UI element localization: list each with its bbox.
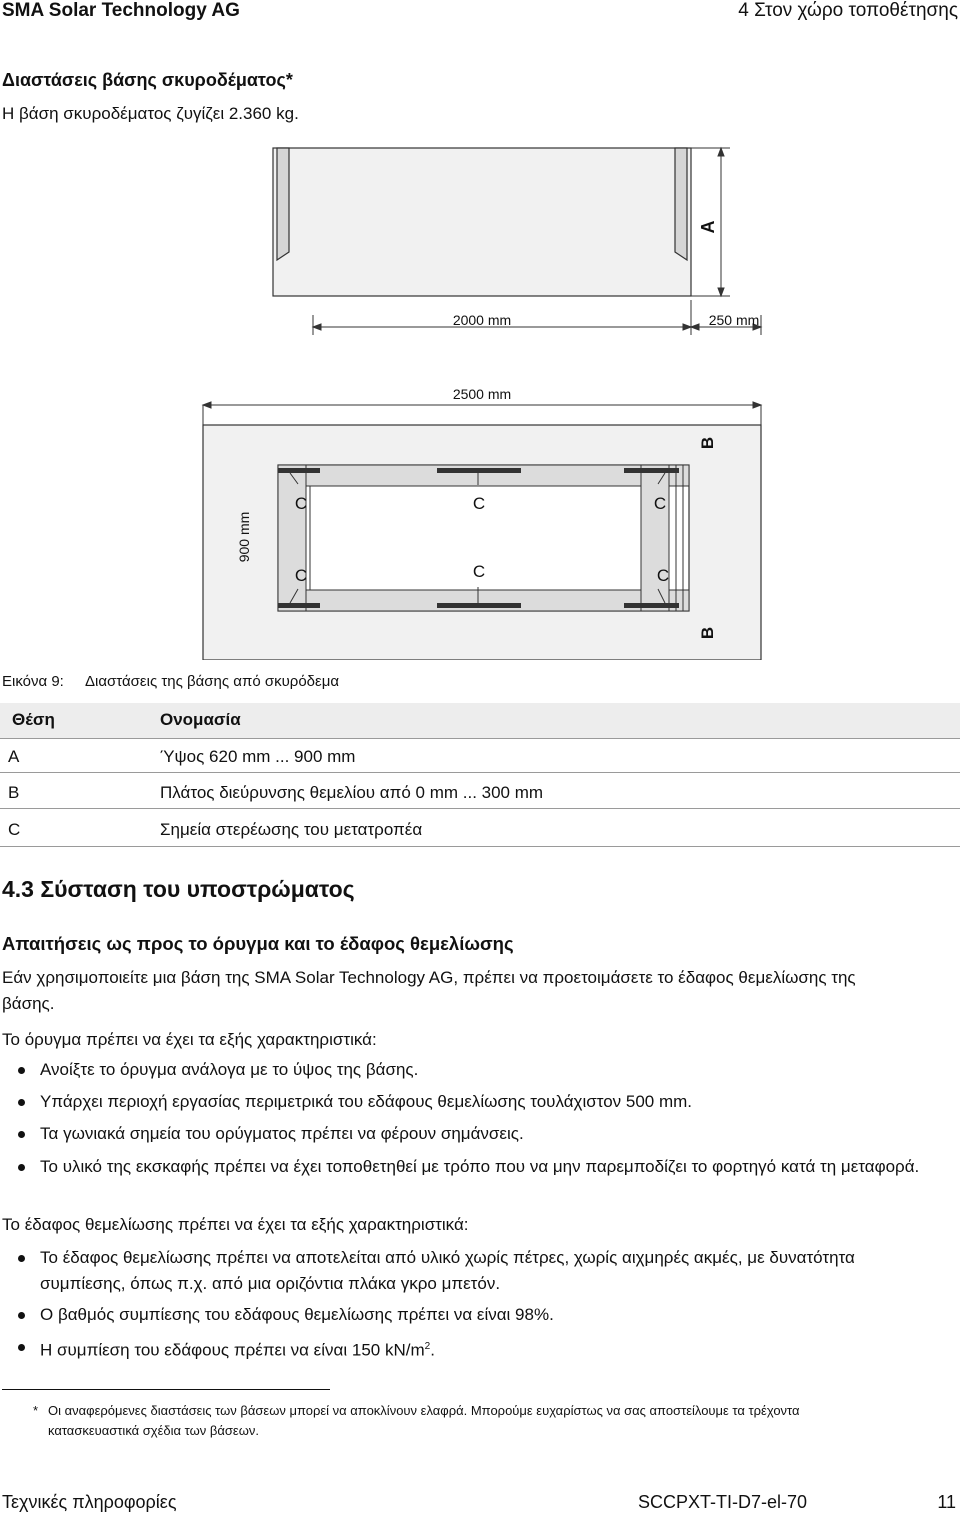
paragraph-line: Εάν χρησιμοποιείτε μια βάση της SMA Solar Technology AG, πρέπει να προετοιμάσετε το έδαφος θεμελίωσης της <box>2 968 856 987</box>
footer-document-code: SCCPXT-TI-D7-el-70 <box>638 1492 808 1512</box>
table-cell-pos-a: A <box>8 747 20 766</box>
footnote-line: κατασκευαστικά σχέδια των βάσεων. <box>48 1423 259 1438</box>
bullet-marker <box>18 1067 25 1074</box>
table-header-position: Θέση <box>12 710 55 729</box>
footer-page-number: 11 <box>937 1492 956 1512</box>
header-section: 4 Στον χώρο τοποθέτησης <box>738 0 958 21</box>
figure-caption-text: Διαστάσεις της βάσης από σκυρόδεμα <box>85 673 340 690</box>
base-side-outline <box>273 148 691 296</box>
header-company: SMA Solar Technology AG <box>2 0 240 21</box>
label-c-4: C <box>294 566 308 585</box>
section-subheading: Απαιτήσεις ως προς το όρυγμα και το έδαφος θεμελίωσης <box>2 933 514 954</box>
plan-view <box>203 425 761 660</box>
label-c-6: C <box>656 566 670 585</box>
label-b-top: B <box>698 436 717 450</box>
table-cell-pos-c: C <box>8 820 21 839</box>
dim-2000: 2000 mm <box>452 312 512 328</box>
figure-title: Διαστάσεις βάσης σκυροδέματος* <box>2 70 293 90</box>
list-item <box>40 1334 940 1364</box>
table-divider <box>0 772 960 773</box>
paragraph: Το όρυγμα πρέπει να έχει τα εξής χαρακτηριστικά: <box>2 1030 377 1049</box>
label-a: A <box>698 220 718 234</box>
list-item: Ο βαθμός συμπίεσης του εδάφους θεμελίωσης πρέπει να είναι 98%. <box>40 1305 554 1324</box>
bullet-marker <box>18 1344 25 1351</box>
list-item: Ανοίξτε το όρυγμα ανάλογα με το ύψος της βάσης. <box>40 1060 419 1079</box>
label-c-3: C <box>653 494 667 513</box>
table-divider <box>0 808 960 809</box>
side-view <box>273 148 691 296</box>
bullet-marker <box>18 1131 25 1138</box>
table-cell-name-a: Ύψος 620 mm ... 900 mm <box>160 747 356 766</box>
label-c-1: C <box>294 494 308 513</box>
footnote-divider <box>2 1389 330 1390</box>
list-item-end: . <box>430 1340 435 1360</box>
figure-caption-number: Εικόνα 9: <box>2 673 64 690</box>
paragraph: Το έδαφος θεμελίωσης πρέπει να έχει τα εξής χαρακτηριστικά: <box>2 1215 469 1234</box>
section-heading: 4.3 Σύσταση του υποστρώματος <box>2 876 355 902</box>
paragraph-line: βάσης. <box>2 994 55 1013</box>
table-divider <box>0 738 960 739</box>
table-cell-name-b: Πλάτος διεύρυνσης θεμελίου από 0 mm ... 300 mm <box>160 783 544 802</box>
dim-2500: 2500 mm <box>452 386 512 402</box>
footnote-line: Οι αναφερόμενες διαστάσεις των βάσεων μπορεί να αποκλίνουν ελαφρά. Μπορούμε ευχαρίστως να σας αποστείλουμε τα τρέχοντα <box>48 1403 800 1418</box>
list-item: Υπάρχει περιοχή εργασίας περιμετρικά του εδάφους θεμελίωσης τουλάχιστον 500 mm. <box>40 1092 693 1111</box>
table-header-name: Ονομασία <box>160 710 241 729</box>
bullet-marker <box>18 1099 25 1106</box>
label-c-5: C <box>472 562 486 581</box>
label-c-2: C <box>472 494 486 513</box>
weight-note: Η βάση σκυροδέματος ζυγίζει 2.360 kg. <box>2 104 299 123</box>
bullet-marker <box>18 1164 25 1171</box>
footer-document-type: Τεχνικές πληροφορίες <box>2 1492 177 1512</box>
bullet-marker <box>18 1312 25 1319</box>
dim-900: 900 mm <box>236 511 252 563</box>
list-item: Το υλικό της εκσκαφής πρέπει να έχει τοποθετηθεί με τρόπο που να μην παρεμποδίζει το φορτηγό κατά τη μεταφορά. <box>40 1157 920 1176</box>
table-cell-pos-b: B <box>8 783 20 802</box>
list-item: Το έδαφος θεμελίωσης πρέπει να αποτελείται από υλικό χωρίς πέτρες, χωρίς αιχμηρές ακμές, με δυνατότητα συμπίεσης, όπως π.χ. από μια οριζόντια πλάκα γκρο μπετόν. <box>40 1248 855 1293</box>
label-b-bottom: B <box>698 626 717 640</box>
concrete-base-dimension-figure <box>0 140 960 660</box>
bullet-marker <box>18 1255 25 1262</box>
superscript: 2 <box>424 1341 431 1352</box>
table-header-row <box>0 703 960 738</box>
table-divider <box>0 846 960 847</box>
dim-250: 250 mm <box>708 312 760 328</box>
table-cell-name-c: Σημεία στερέωσης του μετατροπέα <box>160 820 423 839</box>
list-item-text: Η συμπίεση του εδάφους πρέπει να είναι 150 kN/m <box>40 1340 425 1360</box>
list-item: Τα γωνιακά σημεία του ορύγματος πρέπει να φέρουν σημάνσεις. <box>40 1124 524 1143</box>
footnote-mark: * <box>33 1403 39 1418</box>
